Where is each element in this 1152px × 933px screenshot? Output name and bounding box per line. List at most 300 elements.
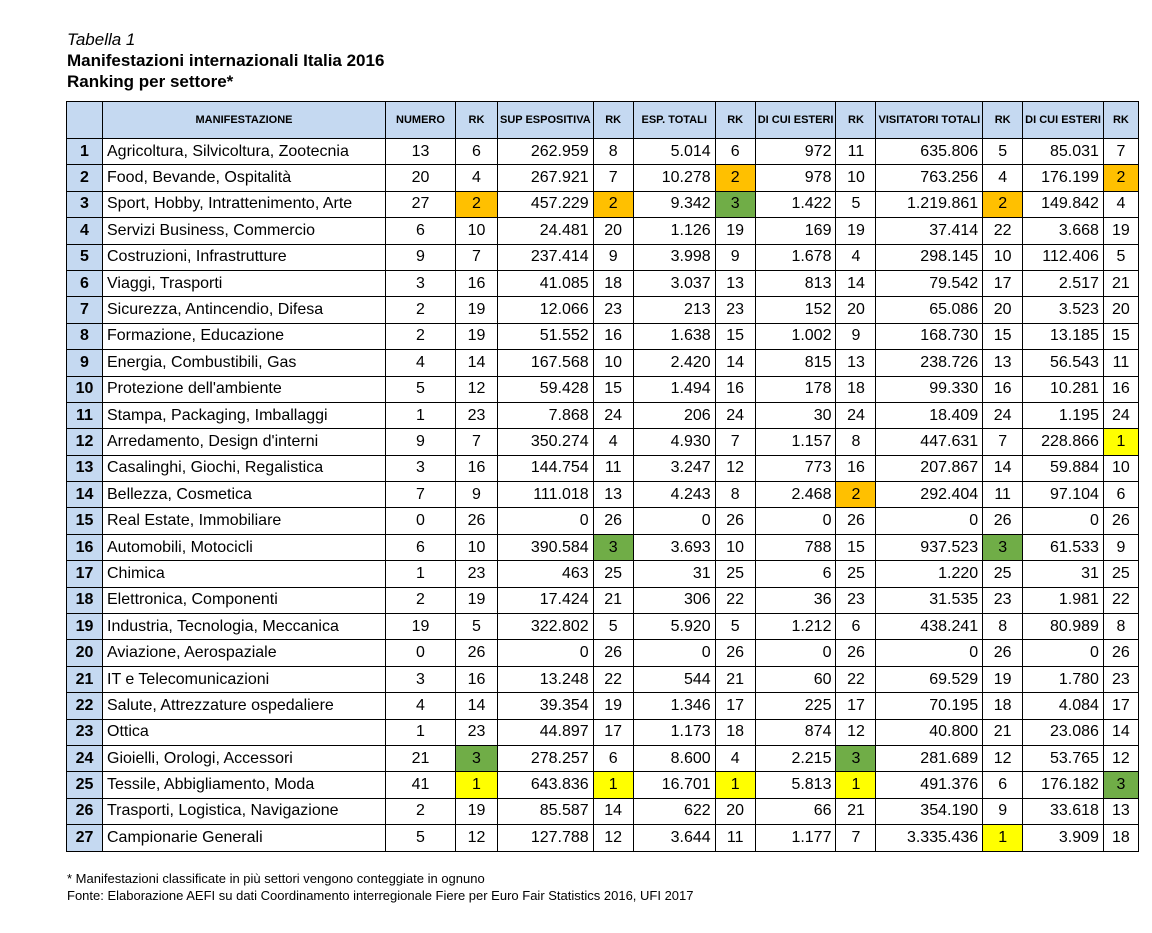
table-row [67, 561, 1139, 587]
value-cell: 773 [755, 455, 836, 481]
rank-cell: 2 [1103, 165, 1138, 191]
row-index: 7 [67, 297, 103, 323]
numero-cell: 5 [386, 376, 456, 402]
rank-cell: 17 [593, 719, 633, 745]
rank-cell: 16 [715, 376, 755, 402]
rank-cell: 16 [456, 270, 498, 296]
value-cell: 59.428 [498, 376, 594, 402]
rank-cell: 4 [983, 165, 1023, 191]
value-cell: 1.002 [755, 323, 836, 349]
row-index: 8 [67, 323, 103, 349]
rank-cell: 16 [456, 455, 498, 481]
value-cell: 66 [755, 798, 836, 824]
column-header-9: RK [836, 102, 876, 139]
rank-cell: 19 [593, 693, 633, 719]
rank-cell: 24 [1103, 402, 1138, 428]
numero-cell: 2 [386, 297, 456, 323]
rank-cell: 3 [1103, 772, 1138, 798]
rank-cell: 22 [1103, 587, 1138, 613]
rank-cell: 9 [1103, 534, 1138, 560]
value-cell: 79.542 [876, 270, 983, 296]
rank-cell: 26 [715, 508, 755, 534]
numero-cell: 2 [386, 323, 456, 349]
rank-cell: 10 [715, 534, 755, 560]
rank-cell: 19 [456, 323, 498, 349]
table-row [67, 508, 1139, 534]
column-header-6: ESP. TOTALI [633, 102, 715, 139]
rank-cell: 24 [593, 402, 633, 428]
value-cell: 3.335.436 [876, 825, 983, 851]
rank-cell: 8 [836, 429, 876, 455]
rank-cell: 6 [715, 139, 755, 165]
rank-cell: 6 [456, 139, 498, 165]
value-cell: 31 [1023, 561, 1104, 587]
numero-cell: 3 [386, 270, 456, 296]
value-cell: 3.693 [633, 534, 715, 560]
table-row [67, 270, 1139, 296]
value-cell: 0 [633, 508, 715, 534]
sector-name: IT e Telecomunicazioni [103, 666, 386, 692]
rank-cell: 11 [836, 139, 876, 165]
rank-cell: 25 [715, 561, 755, 587]
value-cell: 127.788 [498, 825, 594, 851]
value-cell: 69.529 [876, 666, 983, 692]
rank-cell: 4 [836, 244, 876, 270]
value-cell: 149.842 [1023, 191, 1104, 217]
table-row [67, 191, 1139, 217]
value-cell: 1.195 [1023, 402, 1104, 428]
value-cell: 18.409 [876, 402, 983, 428]
value-cell: 213 [633, 297, 715, 323]
rank-cell: 14 [593, 798, 633, 824]
rank-cell: 3 [983, 534, 1023, 560]
rank-cell: 8 [1103, 614, 1138, 640]
value-cell: 390.584 [498, 534, 594, 560]
rank-cell: 12 [593, 825, 633, 851]
table-row [67, 745, 1139, 771]
rank-cell: 4 [1103, 191, 1138, 217]
value-cell: 176.182 [1023, 772, 1104, 798]
numero-cell: 6 [386, 218, 456, 244]
column-header-3: RK [456, 102, 498, 139]
rank-cell: 21 [983, 719, 1023, 745]
value-cell: 97.104 [1023, 482, 1104, 508]
value-cell: 463 [498, 561, 594, 587]
ranking-table [66, 101, 1139, 852]
value-cell: 36 [755, 587, 836, 613]
row-index: 13 [67, 455, 103, 481]
column-header-2: NUMERO [386, 102, 456, 139]
row-index: 21 [67, 666, 103, 692]
rank-cell: 3 [593, 534, 633, 560]
rank-cell: 19 [456, 297, 498, 323]
rank-cell: 14 [456, 350, 498, 376]
numero-cell: 41 [386, 772, 456, 798]
row-index: 10 [67, 376, 103, 402]
rank-cell: 24 [983, 402, 1023, 428]
sector-name: Servizi Business, Commercio [103, 218, 386, 244]
row-index: 9 [67, 350, 103, 376]
value-cell: 206 [633, 402, 715, 428]
column-header-0 [67, 102, 103, 139]
numero-cell: 1 [386, 719, 456, 745]
value-cell: 237.414 [498, 244, 594, 270]
value-cell: 0 [876, 508, 983, 534]
value-cell: 491.376 [876, 772, 983, 798]
rank-cell: 13 [593, 482, 633, 508]
rank-cell: 14 [983, 455, 1023, 481]
table-row [67, 350, 1139, 376]
sector-name: Sicurezza, Antincendio, Difesa [103, 297, 386, 323]
value-cell: 61.533 [1023, 534, 1104, 560]
sector-name: Casalinghi, Giochi, Regalistica [103, 455, 386, 481]
rank-cell: 25 [1103, 561, 1138, 587]
numero-cell: 6 [386, 534, 456, 560]
sector-name: Ottica [103, 719, 386, 745]
row-index: 24 [67, 745, 103, 771]
row-index: 14 [67, 482, 103, 508]
rank-cell: 18 [593, 270, 633, 296]
sector-name: Protezione dell'ambiente [103, 376, 386, 402]
row-index: 20 [67, 640, 103, 666]
rank-cell: 24 [836, 402, 876, 428]
rank-cell: 25 [983, 561, 1023, 587]
rank-cell: 20 [593, 218, 633, 244]
value-cell: 23.086 [1023, 719, 1104, 745]
value-cell: 60 [755, 666, 836, 692]
sector-name: Tessile, Abbigliamento, Moda [103, 772, 386, 798]
rank-cell: 20 [1103, 297, 1138, 323]
rank-cell: 21 [715, 666, 755, 692]
rank-cell: 9 [456, 482, 498, 508]
rank-cell: 2 [715, 165, 755, 191]
value-cell: 350.274 [498, 429, 594, 455]
rank-cell: 8 [983, 614, 1023, 640]
rank-cell: 7 [715, 429, 755, 455]
value-cell: 80.989 [1023, 614, 1104, 640]
sector-name: Salute, Attrezzature ospedaliere [103, 693, 386, 719]
rank-cell: 1 [1103, 429, 1138, 455]
table-label: Tabella 1 [67, 30, 136, 49]
rank-cell: 1 [983, 825, 1023, 851]
value-cell: 3.037 [633, 270, 715, 296]
value-cell: 1.422 [755, 191, 836, 217]
rank-cell: 12 [1103, 745, 1138, 771]
rank-cell: 12 [456, 376, 498, 402]
row-index: 27 [67, 825, 103, 851]
table-row [67, 825, 1139, 851]
rank-cell: 13 [1103, 798, 1138, 824]
column-header-7: RK [715, 102, 755, 139]
column-header-12: DI CUI ESTERI [1023, 102, 1104, 139]
rank-cell: 4 [715, 745, 755, 771]
rank-cell: 11 [593, 455, 633, 481]
value-cell: 59.884 [1023, 455, 1104, 481]
rank-cell: 10 [593, 350, 633, 376]
rank-cell: 15 [836, 534, 876, 560]
value-cell: 176.199 [1023, 165, 1104, 191]
value-cell: 31 [633, 561, 715, 587]
row-index: 17 [67, 561, 103, 587]
value-cell: 30 [755, 402, 836, 428]
rank-cell: 15 [1103, 323, 1138, 349]
rank-cell: 9 [983, 798, 1023, 824]
value-cell: 111.018 [498, 482, 594, 508]
value-cell: 225 [755, 693, 836, 719]
rank-cell: 14 [1103, 719, 1138, 745]
rank-cell: 10 [456, 534, 498, 560]
row-index: 5 [67, 244, 103, 270]
rank-cell: 11 [983, 482, 1023, 508]
value-cell: 2.468 [755, 482, 836, 508]
numero-cell: 0 [386, 508, 456, 534]
value-cell: 813 [755, 270, 836, 296]
value-cell: 972 [755, 139, 836, 165]
column-header-5: RK [593, 102, 633, 139]
rank-cell: 26 [983, 640, 1023, 666]
rank-cell: 4 [456, 165, 498, 191]
rank-cell: 6 [593, 745, 633, 771]
column-header-11: RK [983, 102, 1023, 139]
numero-cell: 9 [386, 244, 456, 270]
value-cell: 3.668 [1023, 218, 1104, 244]
row-index: 22 [67, 693, 103, 719]
sector-name: Costruzioni, Infrastrutture [103, 244, 386, 270]
rank-cell: 3 [836, 745, 876, 771]
rank-cell: 26 [1103, 640, 1138, 666]
table-row [67, 455, 1139, 481]
rank-cell: 10 [836, 165, 876, 191]
value-cell: 0 [876, 640, 983, 666]
numero-cell: 20 [386, 165, 456, 191]
value-cell: 278.257 [498, 745, 594, 771]
rank-cell: 16 [1103, 376, 1138, 402]
numero-cell: 9 [386, 429, 456, 455]
rank-cell: 26 [836, 508, 876, 534]
table-body [67, 139, 1139, 852]
row-index: 1 [67, 139, 103, 165]
rank-cell: 9 [836, 323, 876, 349]
value-cell: 3.644 [633, 825, 715, 851]
rank-cell: 23 [593, 297, 633, 323]
column-header-4: SUP ESPOSITIVA [498, 102, 594, 139]
value-cell: 0 [498, 508, 594, 534]
value-cell: 635.806 [876, 139, 983, 165]
value-cell: 85.587 [498, 798, 594, 824]
rank-cell: 19 [1103, 218, 1138, 244]
numero-cell: 2 [386, 587, 456, 613]
table-row [67, 798, 1139, 824]
sector-name: Viaggi, Trasporti [103, 270, 386, 296]
row-index: 4 [67, 218, 103, 244]
value-cell: 815 [755, 350, 836, 376]
value-cell: 1.177 [755, 825, 836, 851]
value-cell: 1.981 [1023, 587, 1104, 613]
value-cell: 8.600 [633, 745, 715, 771]
rank-cell: 22 [715, 587, 755, 613]
row-index: 18 [67, 587, 103, 613]
value-cell: 281.689 [876, 745, 983, 771]
rank-cell: 1 [456, 772, 498, 798]
rank-cell: 7 [983, 429, 1023, 455]
rank-cell: 9 [593, 244, 633, 270]
value-cell: 3.909 [1023, 825, 1104, 851]
numero-cell: 2 [386, 798, 456, 824]
table-row [67, 666, 1139, 692]
value-cell: 1.212 [755, 614, 836, 640]
value-cell: 31.535 [876, 587, 983, 613]
rank-cell: 12 [456, 825, 498, 851]
table-row [67, 719, 1139, 745]
rank-cell: 21 [1103, 270, 1138, 296]
rank-cell: 12 [836, 719, 876, 745]
rank-cell: 2 [983, 191, 1023, 217]
rank-cell: 1 [836, 772, 876, 798]
value-cell: 178 [755, 376, 836, 402]
rank-cell: 13 [715, 270, 755, 296]
value-cell: 17.424 [498, 587, 594, 613]
sector-name: Stampa, Packaging, Imballaggi [103, 402, 386, 428]
value-cell: 10.278 [633, 165, 715, 191]
rank-cell: 26 [456, 640, 498, 666]
value-cell: 0 [633, 640, 715, 666]
value-cell: 10.281 [1023, 376, 1104, 402]
value-cell: 622 [633, 798, 715, 824]
numero-cell: 4 [386, 693, 456, 719]
rank-cell: 10 [1103, 455, 1138, 481]
rank-cell: 5 [715, 614, 755, 640]
rank-cell: 23 [983, 587, 1023, 613]
sector-name: Automobili, Motocicli [103, 534, 386, 560]
value-cell: 7.868 [498, 402, 594, 428]
sector-name: Gioielli, Orologi, Accessori [103, 745, 386, 771]
row-index: 16 [67, 534, 103, 560]
row-index: 26 [67, 798, 103, 824]
value-cell: 763.256 [876, 165, 983, 191]
rank-cell: 19 [456, 798, 498, 824]
rank-cell: 23 [715, 297, 755, 323]
table-row [67, 323, 1139, 349]
rank-cell: 16 [836, 455, 876, 481]
value-cell: 56.543 [1023, 350, 1104, 376]
value-cell: 53.765 [1023, 745, 1104, 771]
sector-name: Trasporti, Logistica, Navigazione [103, 798, 386, 824]
value-cell: 1.494 [633, 376, 715, 402]
rank-cell: 4 [593, 429, 633, 455]
rank-cell: 18 [836, 376, 876, 402]
rank-cell: 5 [593, 614, 633, 640]
value-cell: 292.404 [876, 482, 983, 508]
rank-cell: 12 [715, 455, 755, 481]
rank-cell: 17 [983, 270, 1023, 296]
table-row [67, 429, 1139, 455]
value-cell: 39.354 [498, 693, 594, 719]
numero-cell: 27 [386, 191, 456, 217]
value-cell: 1.157 [755, 429, 836, 455]
rank-cell: 23 [456, 402, 498, 428]
rank-cell: 18 [983, 693, 1023, 719]
value-cell: 1.220 [876, 561, 983, 587]
rank-cell: 6 [836, 614, 876, 640]
sector-name: Energia, Combustibili, Gas [103, 350, 386, 376]
value-cell: 1.638 [633, 323, 715, 349]
table-row [67, 640, 1139, 666]
column-header-8: DI CUI ESTERI [755, 102, 836, 139]
rank-cell: 2 [836, 482, 876, 508]
value-cell: 643.836 [498, 772, 594, 798]
value-cell: 2.215 [755, 745, 836, 771]
rank-cell: 23 [456, 719, 498, 745]
rank-cell: 19 [983, 666, 1023, 692]
rank-cell: 15 [715, 323, 755, 349]
value-cell: 112.406 [1023, 244, 1104, 270]
rank-cell: 23 [836, 587, 876, 613]
rank-cell: 20 [715, 798, 755, 824]
value-cell: 13.185 [1023, 323, 1104, 349]
rank-cell: 13 [983, 350, 1023, 376]
rank-cell: 26 [456, 508, 498, 534]
value-cell: 788 [755, 534, 836, 560]
table-row [67, 165, 1139, 191]
value-cell: 5.813 [755, 772, 836, 798]
sector-name: Campionarie Generali [103, 825, 386, 851]
rank-cell: 21 [593, 587, 633, 613]
rank-cell: 18 [1103, 825, 1138, 851]
rank-cell: 10 [983, 244, 1023, 270]
value-cell: 168.730 [876, 323, 983, 349]
rank-cell: 22 [593, 666, 633, 692]
value-cell: 3.998 [633, 244, 715, 270]
rank-cell: 1 [715, 772, 755, 798]
sector-name: Real Estate, Immobiliare [103, 508, 386, 534]
value-cell: 447.631 [876, 429, 983, 455]
rank-cell: 14 [715, 350, 755, 376]
rank-cell: 6 [983, 772, 1023, 798]
row-index: 2 [67, 165, 103, 191]
value-cell: 5.014 [633, 139, 715, 165]
rank-cell: 1 [593, 772, 633, 798]
rank-cell: 14 [456, 693, 498, 719]
table-row [67, 376, 1139, 402]
value-cell: 167.568 [498, 350, 594, 376]
value-cell: 262.959 [498, 139, 594, 165]
table-row [67, 297, 1139, 323]
rank-cell: 2 [456, 191, 498, 217]
value-cell: 228.866 [1023, 429, 1104, 455]
rank-cell: 15 [983, 323, 1023, 349]
value-cell: 0 [755, 508, 836, 534]
column-header-13: RK [1103, 102, 1138, 139]
table-row [67, 218, 1139, 244]
value-cell: 874 [755, 719, 836, 745]
value-cell: 1.678 [755, 244, 836, 270]
rank-cell: 26 [715, 640, 755, 666]
value-cell: 5.920 [633, 614, 715, 640]
value-cell: 169 [755, 218, 836, 244]
rank-cell: 19 [715, 218, 755, 244]
table-row [67, 139, 1139, 165]
rank-cell: 7 [836, 825, 876, 851]
row-index: 19 [67, 614, 103, 640]
numero-cell: 1 [386, 561, 456, 587]
column-header-1: MANIFESTAZIONE [103, 102, 386, 139]
rank-cell: 5 [456, 614, 498, 640]
rank-cell: 3 [715, 191, 755, 217]
rank-cell: 8 [715, 482, 755, 508]
value-cell: 4.243 [633, 482, 715, 508]
rank-cell: 10 [456, 218, 498, 244]
value-cell: 41.085 [498, 270, 594, 296]
